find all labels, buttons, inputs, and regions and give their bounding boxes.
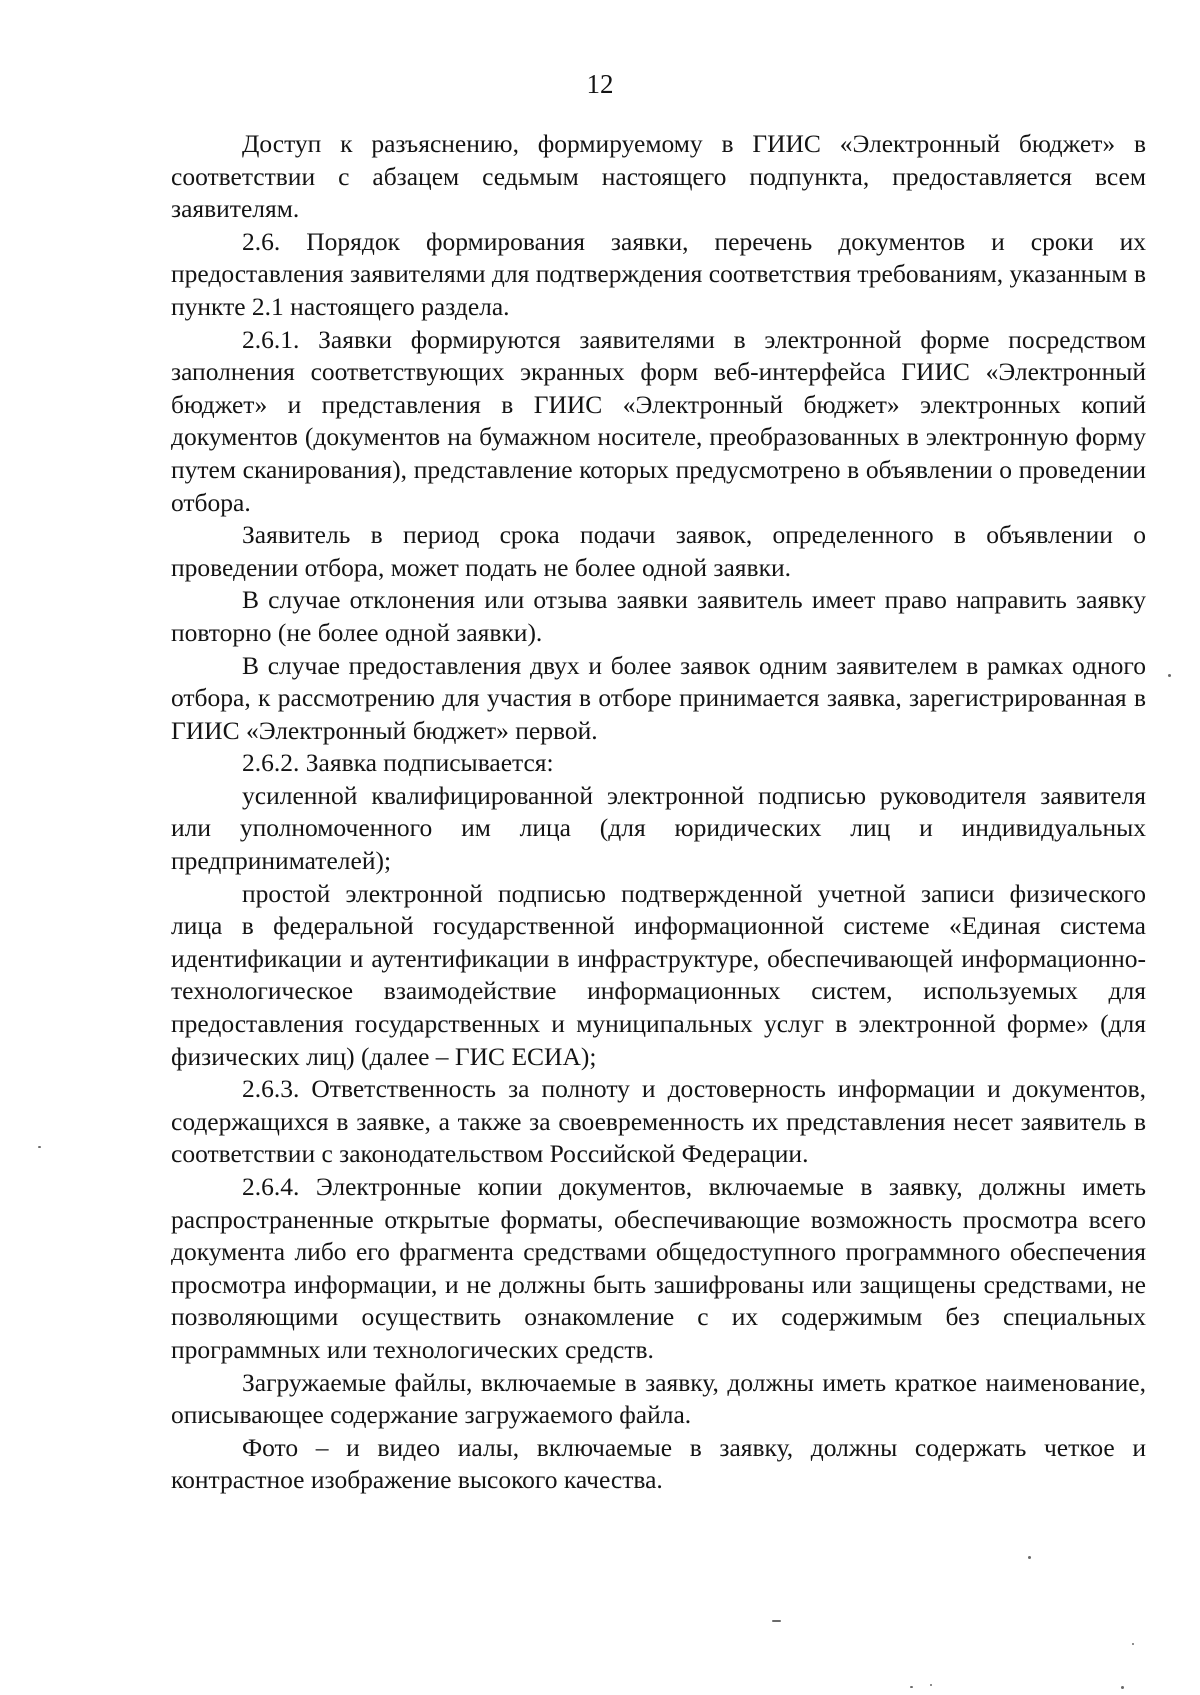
paragraph-2-6: 2.6. Порядок формирования заявки, перечень документов и сроки их предоставления заявителями для подтверждения соответствия требованиям, указанным в пункте 2.1 настоящего раздела. <box>171 226 1146 321</box>
scan-speck <box>1121 1686 1124 1689</box>
scan-speck <box>1132 1643 1134 1645</box>
paragraph-2-6-1: 2.6.1. Заявки формируются заявителями в электронной форме посредством заполнения соответствующих экранных форм веб-интерфейса ГИИС «Электронный бюджет» и представления в ГИИС «Электронный бюджет» электронных копий документов (документов на бумажном носителе, преобразованных в электронную форму путем сканирования), представление которых предусмотрено в объявлении о проведении отбора. <box>171 324 1146 517</box>
paragraph-2-6-4: 2.6.4. Электронные копии документов, включаемые в заявку, должны иметь распространенные открытые форматы, обеспечивающие возможность просмотра всего документа либо его фрагмента средствами общедоступного программного обеспечения просмотра информации, и не должны быть зашифрованы или защищены средствами, не позволяющими осуществить ознакомление с их содержимым без специальных программных или технологических средств. <box>171 1172 1146 1364</box>
paragraph-2-6-3: 2.6.3. Ответственность за полноту и достоверность информации и документов, содержащихся в заявке, а также за своевременность их представления несет заявитель в соответствии с законодательством Российской Федерации. <box>171 1074 1146 1169</box>
document-body <box>171 128 1146 1497</box>
paragraph-qualified-signature: усиленной квалифицированной электронной подписью руководителя заявителя или уполномоченного им лица (для юридических лиц и индивидуальных предпринимателей); <box>171 780 1146 876</box>
paragraph-2-6-2: 2.6.2. Заявка подписывается: <box>242 748 554 778</box>
page-number: 12 <box>586 69 614 99</box>
scan-speck <box>772 1620 781 1622</box>
paragraph-simple-signature: простой электронной подписью подтвержденной учетной записи физического лица в федеральной государственной информационной системе «Единая система идентификации и аутентификации в инфраструктуре, обеспечивающей информационно-технологическое взаимодействие информационных систем, используемых для предоставления государственных и муниципальных услуг в электронной форме» (для физических лиц) (далее – ГИС ЕСИА); <box>171 878 1146 1071</box>
paragraph-rejection: В случае отклонения или отзыва заявки заявитель имеет право направить заявку повторно (не более одной заявки). <box>171 585 1146 647</box>
paragraph-photo-video: Фото – и видео иалы, включаемые в заявку, должны содержать четкое и контрастное изображение высокого качества. <box>171 1432 1146 1495</box>
paragraph-uploaded-files: Загружаемые файлы, включаемые в заявку, должны иметь краткое наименование, описывающее содержание загружаемого файла. <box>171 1367 1146 1430</box>
paragraph-multiple-applications: В случае предоставления двух и более заявок одним заявителем в рамках одного отбора, к рассмотрению для участия в отборе принимается заявка, зарегистрированная в ГИИС «Электронный бюджет» первой. <box>171 650 1146 745</box>
scan-speck <box>1168 674 1171 677</box>
scan-speck <box>38 1146 41 1148</box>
paragraph-access-clarification: Доступ к разъяснению, формируемому в ГИИС «Электронный бюджет» в соответствии с абзацем седьмым настоящего подпункта, предоставляется всем заявителям. <box>171 129 1146 224</box>
paragraph-submission-period: Заявитель в период срока подачи заявок, определенного в объявлении о проведении отбора, может подать не более одной заявки. <box>171 520 1146 582</box>
scan-speck <box>1028 1556 1031 1559</box>
scan-speck <box>930 1684 932 1686</box>
scan-speck <box>910 1686 913 1688</box>
